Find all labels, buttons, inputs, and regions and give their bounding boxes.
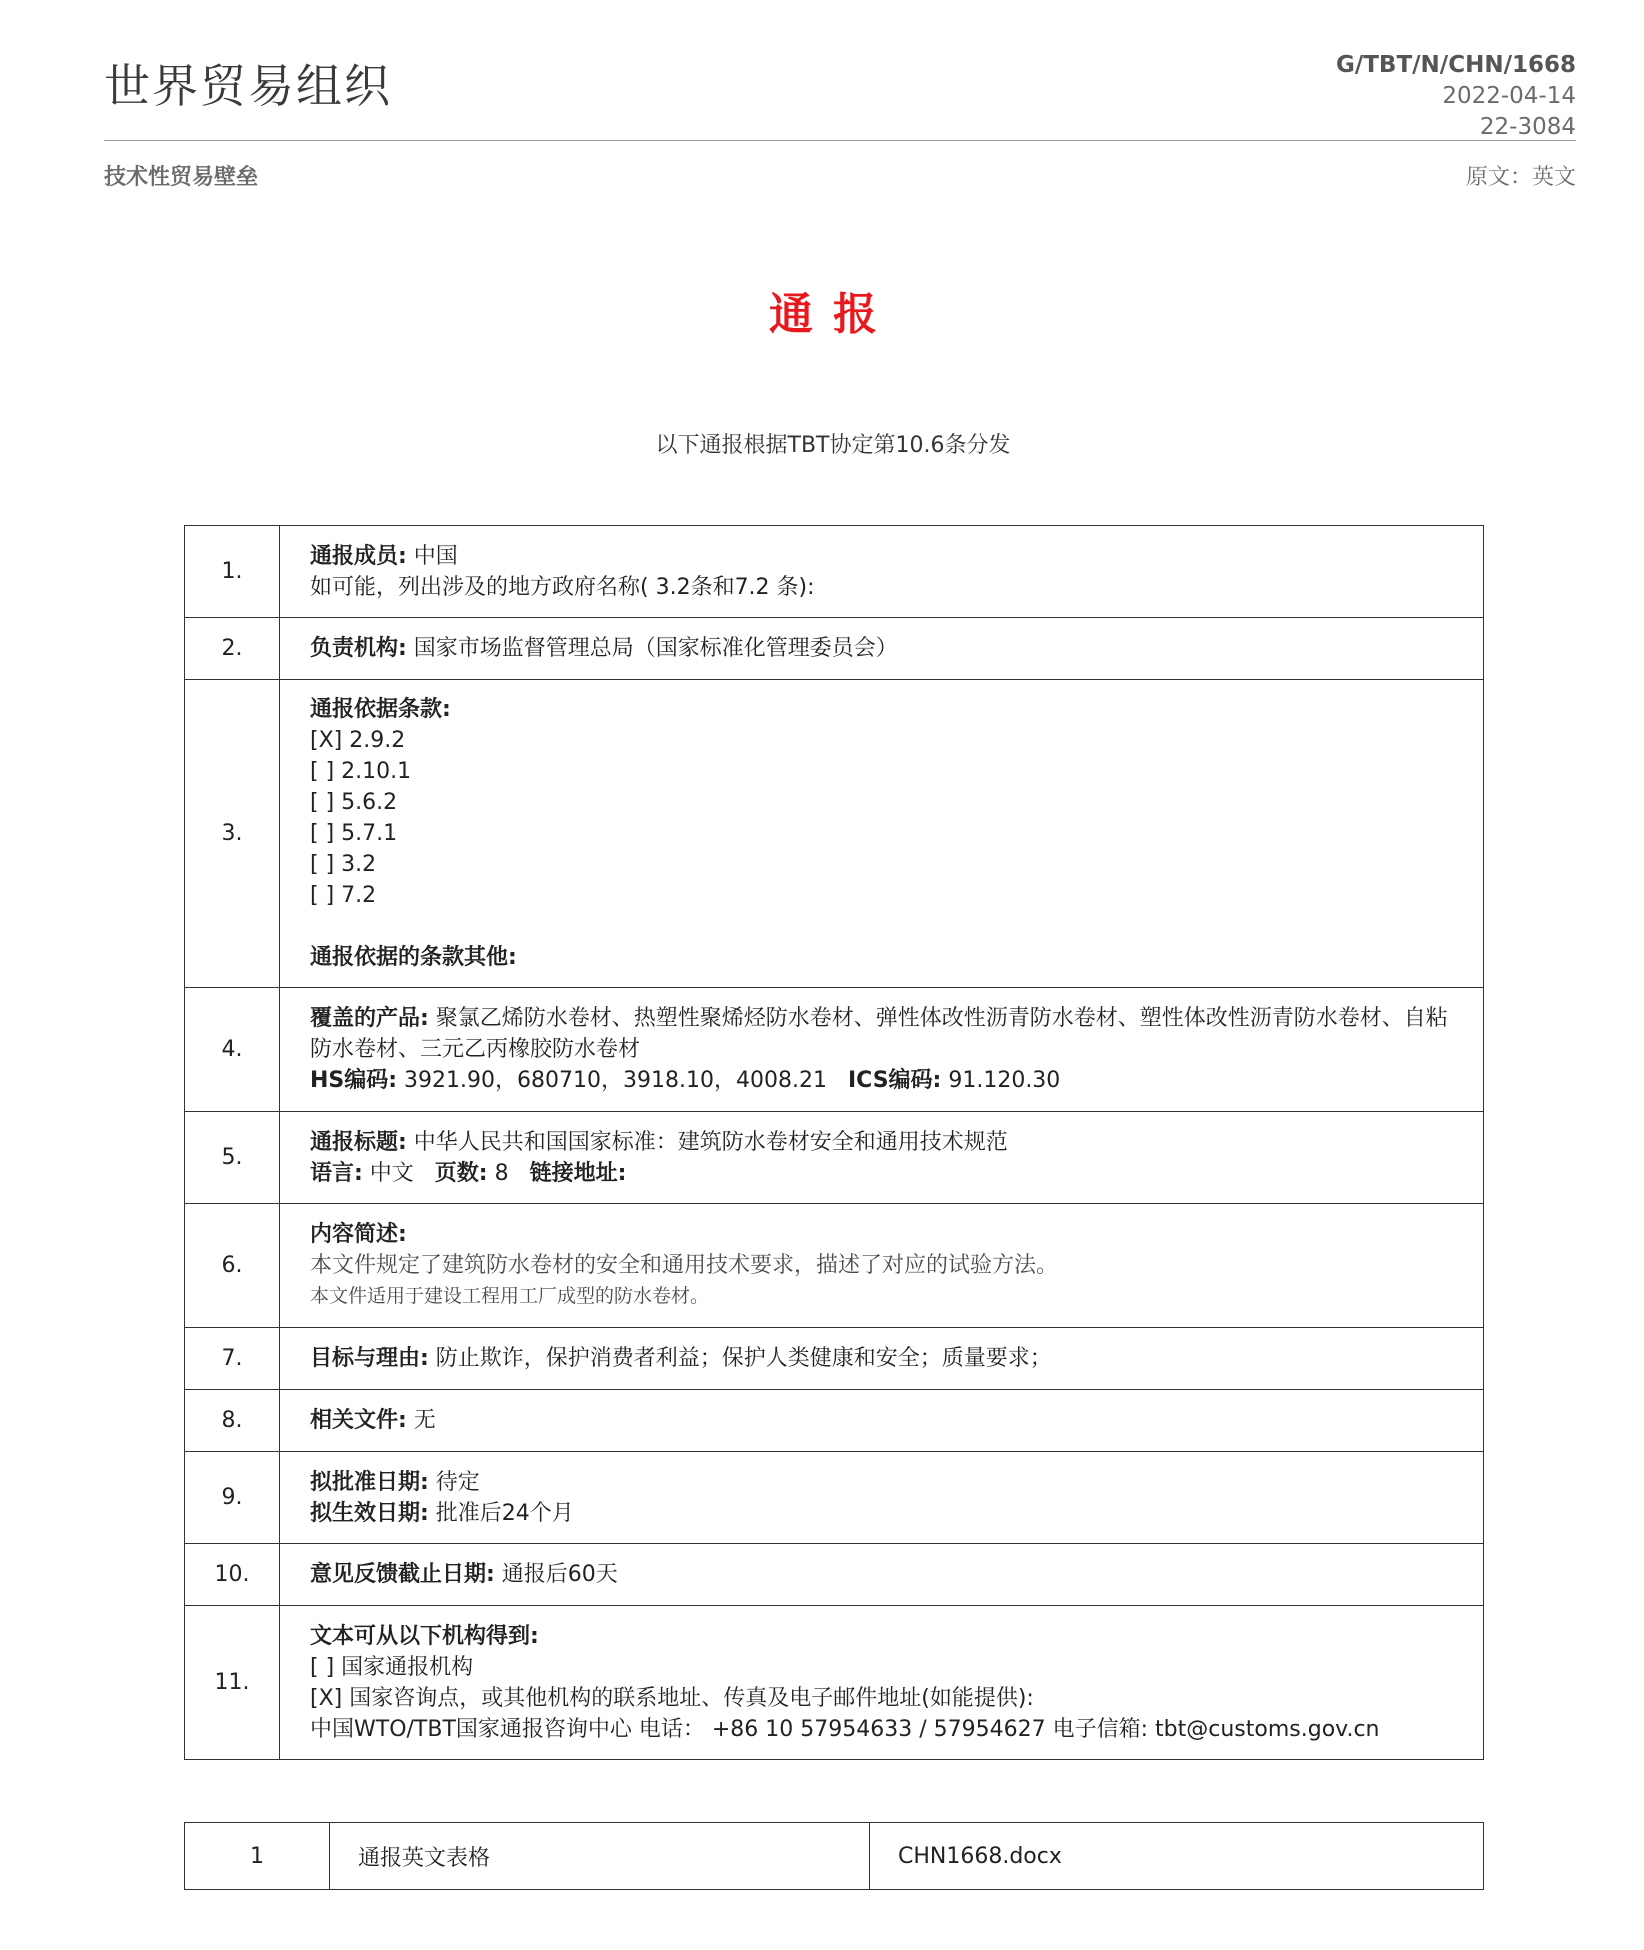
original-language: 原文：英文	[1465, 165, 1576, 190]
field-label: 负责机构:	[310, 636, 407, 661]
attachment-file-link[interactable]: CHN1668.docx	[870, 1823, 1484, 1890]
row-content	[280, 526, 1484, 618]
field-value: 8	[487, 1160, 509, 1186]
field-label: 链接地址:	[529, 1160, 627, 1186]
row-content	[280, 1328, 1484, 1390]
clause-option: [X] 2.9.2	[310, 728, 406, 753]
row-number: 2.	[185, 618, 280, 680]
clause-option: [ ] 5.6.2	[310, 790, 398, 815]
field-label: 内容简述:	[310, 1222, 407, 1247]
availability-option: [ ] 国家通报机构	[310, 1654, 474, 1680]
field-value: 聚氯乙烯防水卷材、热塑性聚烯烃防水卷材、弹性体改性沥青防水卷材、塑性体改性沥青防水卷材、自粘防水卷材、三元乙丙橡胶防水卷材	[310, 1006, 1448, 1062]
field-value: 中华人民共和国国家标准：建筑防水卷材安全和通用技术规范	[406, 1129, 1008, 1155]
table-row	[185, 618, 1484, 680]
row-number: 5.	[185, 1112, 280, 1204]
field-label: HS编码:	[310, 1068, 398, 1093]
table-row	[185, 1390, 1484, 1452]
attachment-name: 通报英文表格	[330, 1823, 870, 1890]
contact-info: 中国WTO/TBT国家通报咨询中心 电话： +86 10 57954633 / 57954627 电子信箱: tbt@customs.gov.cn	[310, 1716, 1380, 1742]
field-label: 页数:	[434, 1160, 488, 1186]
row-number: 1.	[185, 526, 280, 618]
table-row	[185, 1204, 1484, 1328]
page-title: 通报	[769, 289, 897, 340]
field-label: 通报依据的条款其他:	[310, 945, 517, 970]
table-row	[185, 1606, 1484, 1760]
table-row	[185, 1544, 1484, 1606]
field-value: 无	[406, 1408, 436, 1433]
availability-option: [X] 国家咨询点，或其他机构的联系地址、传真及电子邮件地址(如能提供):	[310, 1685, 1034, 1711]
row-content	[280, 988, 1484, 1112]
table-row	[185, 1823, 1484, 1890]
row-number: 4.	[185, 988, 280, 1112]
clause-option: [ ] 2.10.1	[310, 759, 412, 784]
committee-name: 技术性贸易壁垒	[104, 165, 259, 190]
organization-name: 世界贸易组织	[104, 59, 392, 113]
table-row	[185, 1328, 1484, 1390]
field-label: 通报标题:	[310, 1129, 407, 1155]
table-row	[185, 988, 1484, 1112]
clause-option: [ ] 7.2	[310, 883, 377, 908]
document-number: 22-3084	[1479, 114, 1576, 140]
field-label: ICS编码:	[847, 1068, 942, 1093]
field-value: 3921.90，680710，3918.10，4008.21	[397, 1068, 827, 1093]
field-label: 拟生效日期:	[310, 1500, 429, 1526]
row-content	[280, 1112, 1484, 1204]
field-value: 通报后60天	[494, 1562, 618, 1587]
table-row	[185, 680, 1484, 988]
row-number: 6.	[185, 1204, 280, 1328]
row-number: 3.	[185, 680, 280, 988]
field-value: 防止欺诈，保护消费者利益；保护人类健康和安全；质量要求；	[428, 1346, 1052, 1371]
table-row	[185, 1452, 1484, 1544]
table-row	[185, 526, 1484, 618]
row-content	[280, 618, 1484, 680]
row-number: 11.	[185, 1606, 280, 1760]
notification-table	[184, 525, 1484, 1760]
attachment-number: 1	[185, 1823, 330, 1890]
row-content	[280, 1606, 1484, 1760]
field-label: 相关文件:	[310, 1408, 407, 1433]
field-value: 91.120.30	[941, 1068, 1061, 1093]
field-value: 中国	[406, 543, 458, 569]
clause-option: [ ] 5.7.1	[310, 821, 398, 846]
row-content	[280, 1452, 1484, 1544]
document-symbol: G/TBT/N/CHN/1668	[1335, 52, 1576, 78]
field-label: 语言:	[310, 1160, 363, 1186]
field-label: 覆盖的产品:	[310, 1006, 429, 1031]
field-value: 中文	[362, 1160, 414, 1186]
row-content	[280, 1204, 1484, 1328]
row-number: 7.	[185, 1328, 280, 1390]
document-date: 2022-04-14	[1442, 83, 1576, 109]
field-label: 通报成员:	[310, 543, 407, 569]
field-label: 文本可从以下机构得到:	[310, 1623, 539, 1649]
row-number: 8.	[185, 1390, 280, 1452]
field-value: 国家市场监督管理总局（国家标准化管理委员会）	[406, 636, 898, 661]
attachment-table	[184, 1822, 1484, 1890]
row-number: 10.	[185, 1544, 280, 1606]
table-row	[185, 1112, 1484, 1204]
field-label: 拟批准日期:	[310, 1469, 429, 1495]
description-line: 本文件规定了建筑防水卷材的安全和通用技术要求，描述了对应的试验方法。	[310, 1253, 1059, 1278]
field-label: 通报依据条款:	[310, 697, 451, 722]
document-meta	[1336, 50, 1576, 143]
row-content	[280, 1544, 1484, 1606]
field-value: 批准后24个月	[428, 1500, 574, 1526]
field-label: 意见反馈截止日期:	[310, 1562, 495, 1587]
row-content	[280, 680, 1484, 988]
row-content	[280, 1390, 1484, 1452]
field-note: 如可能，列出涉及的地方政府名称( 3.2条和7.2 条):	[310, 574, 815, 600]
header-divider	[104, 140, 1576, 141]
field-value: 待定	[428, 1469, 480, 1495]
description-line: 本文件适用于建设工程用工厂成型的防水卷材。	[310, 1285, 710, 1307]
page-subtitle: 以下通报根据TBT协定第10.6条分发	[655, 433, 1011, 458]
clause-option: [ ] 3.2	[310, 852, 377, 877]
row-number: 9.	[185, 1452, 280, 1544]
field-label: 目标与理由:	[310, 1346, 429, 1371]
